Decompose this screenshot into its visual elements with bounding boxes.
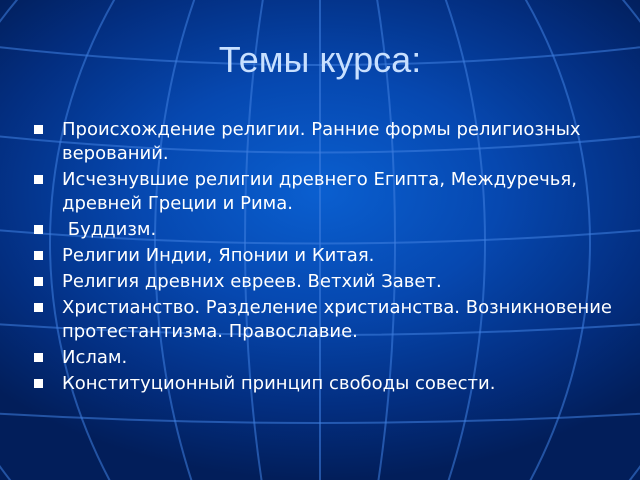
- list-item-text: Происхождение религии. Ранние формы религиозных верований.: [62, 119, 581, 164]
- list-item-text: Конституционный принцип свободы совести.: [62, 373, 496, 394]
- square-bullet-icon: [34, 353, 43, 362]
- list-item: [32, 168, 622, 216]
- square-bullet-icon: [34, 175, 43, 184]
- list-item-text: Ислам.: [62, 347, 128, 368]
- topics-list: [32, 118, 622, 398]
- list-item: [32, 372, 622, 396]
- list-item: [32, 346, 622, 370]
- square-bullet-icon: [34, 303, 43, 312]
- square-bullet-icon: [34, 251, 43, 260]
- list-item: [32, 118, 622, 166]
- square-bullet-icon: [34, 379, 43, 388]
- list-item: [32, 218, 622, 242]
- square-bullet-icon: [34, 277, 43, 286]
- list-item: [32, 244, 622, 268]
- square-bullet-icon: [34, 125, 43, 134]
- list-item-text: Религии Индии, Японии и Китая.: [62, 245, 375, 266]
- square-bullet-icon: [34, 225, 43, 234]
- list-item-text: Исчезнувшие религии древнего Египта, Междуречья, древней Греции и Рима.: [62, 169, 577, 214]
- list-item-text: Буддизм.: [62, 219, 157, 240]
- slide-title: Темы курса:: [218, 39, 422, 80]
- list-item: [32, 270, 622, 294]
- list-item-text: Христианство. Разделение христианства. Возникновение протестантизма. Православие.: [62, 297, 612, 342]
- list-item: [32, 296, 622, 344]
- list-item-text: Религия древних евреев. Ветхий Завет.: [62, 271, 442, 292]
